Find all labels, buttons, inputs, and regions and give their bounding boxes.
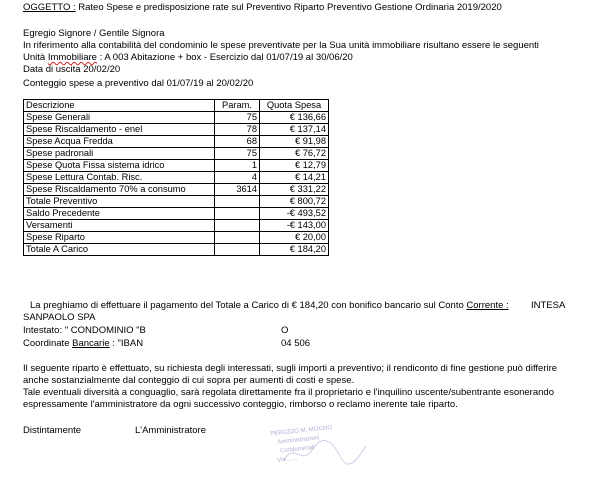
note-line-3: Tale eventuali diversità a conguaglio, sarà regolata direttamente fra il proprietario e l'inquilino uscente/subentrante esonerando [23, 387, 554, 398]
coord-rest: : "IBAN [109, 338, 144, 349]
cell-param [215, 196, 260, 208]
cell-param [215, 220, 260, 232]
subject-label: OGGETTO : [23, 2, 76, 13]
payment-account-label: Corrente : [466, 300, 509, 311]
cell-param [215, 208, 260, 220]
cell-quota: -€ 493,52 [260, 208, 329, 220]
cell-descrizione: Spese Riparto [24, 232, 215, 244]
cell-param: 75 [215, 112, 260, 124]
cell-param [215, 232, 260, 244]
greeting: Egregio Signore / Gentile Signora [23, 28, 165, 39]
cell-descrizione: Spese Riscaldamento 70% a consumo [24, 184, 215, 196]
cell-descrizione: Spese Acqua Fredda [24, 136, 215, 148]
cell-quota: € 20,00 [260, 232, 329, 244]
table-header-row [24, 100, 329, 112]
cell-param: 68 [215, 136, 260, 148]
header-descrizione: Descrizione [24, 100, 215, 112]
stamp-line-3: Condominiali [279, 444, 316, 455]
cell-param: 75 [215, 148, 260, 160]
note-line-4: espressamente l'amministratore da ogni successivo conteggio, rimborso o reclamo inerente tale riparto. [23, 399, 458, 410]
cell-quota: € 76,72 [260, 148, 329, 160]
cell-descrizione: Spese Quota Fissa sistema idrico [24, 160, 215, 172]
cell-descrizione: Spese Generali [24, 112, 215, 124]
table-row [24, 172, 329, 184]
payment-line [30, 300, 509, 312]
table-row [24, 136, 329, 148]
cell-descrizione: Spese padronali [24, 148, 215, 160]
coordinate-end: 04 506 [281, 338, 311, 349]
signer: L'Amministratore [135, 425, 206, 436]
closing: Distintamente [23, 425, 82, 436]
table-row [24, 220, 329, 232]
unit-rest: : A 003 Abitazione + box - Esercizio dal 01/07/19 al 30/06/20 [96, 52, 353, 63]
intestato-line: Intestato: " CONDOMINIO "B [23, 325, 146, 336]
intestato-end: O [281, 325, 289, 336]
header-quota: Quota Spesa [260, 100, 329, 112]
table-row [24, 184, 329, 196]
cell-descrizione: Spese Riscaldamento - enel [24, 124, 215, 136]
cell-descrizione: Versamenti [24, 220, 215, 232]
intro-text: In riferimento alla contabilità del condominio le spese preventivate per la Sua unità immobiliare risultano essere le seguenti [23, 40, 539, 51]
cell-quota: € 14,21 [260, 172, 329, 184]
payment-bank-line2: SANPAOLO SPA [23, 312, 96, 323]
cell-quota: € 136,66 [260, 112, 329, 124]
cell-quota: € 800,72 [260, 196, 329, 208]
cell-param: 78 [215, 124, 260, 136]
stamp-line-2: Amministrazioni [277, 435, 320, 446]
table-row [24, 124, 329, 136]
table-row [24, 208, 329, 220]
cell-descrizione: Totale A Carico [24, 244, 215, 256]
table-row [24, 232, 329, 244]
coord-prefix: Coordinate [23, 338, 73, 349]
cell-descrizione: Totale Preventivo [24, 196, 215, 208]
table-row [24, 112, 329, 124]
exit-date: Data di uscita 20/02/20 [23, 64, 121, 75]
cell-param: 4 [215, 172, 260, 184]
conteggio-line: Conteggio spese a preventivo dal 01/07/19 al 20/02/20 [23, 78, 254, 89]
payment-text: La preghiamo di effettuare il pagamento del Totale a Carico di € 184,20 con bonifico bancario sul Conto [30, 300, 467, 311]
cell-quota: € 331,22 [260, 184, 329, 196]
note-line-2: anche sostanzialmente dal conteggio di cui sopra per aumenti di costi e spese. [23, 375, 355, 386]
stamp-line-1: PERUZZO M. MOGNO [270, 424, 333, 438]
subject-text: Rateo Spese e predisposizione rate sul Preventivo Riparto Preventivo Gestione Ordinaria 2019/2020 [75, 2, 502, 13]
cell-quota: € 91,98 [260, 136, 329, 148]
table-row [24, 244, 329, 256]
cell-param: 1 [215, 160, 260, 172]
header-param: Param. [215, 100, 260, 112]
cell-quota: € 184,20 [260, 244, 329, 256]
cell-param: 3614 [215, 184, 260, 196]
unit-line [23, 52, 353, 64]
table-row [24, 160, 329, 172]
note-line-1: Il seguente riparto è effettuato, su richiesta degli interessati, sugli importi a preventivo; il rendiconto di fine gestione può differire [23, 363, 558, 374]
table-row [24, 148, 329, 160]
unit-prefix: Unità [23, 52, 48, 63]
expense-table [23, 99, 329, 256]
coordinate-line [23, 338, 143, 350]
unit-word: Immobiliare [47, 52, 97, 63]
payment-bank-end: INTESA [531, 300, 566, 311]
cell-param [215, 244, 260, 256]
coord-word: Bancarie [72, 338, 110, 349]
signature-scribble [280, 432, 370, 472]
stamp-line-4: Via ...... [276, 455, 298, 464]
cell-quota: € 137,14 [260, 124, 329, 136]
cell-quota: € 12,79 [260, 160, 329, 172]
cell-descrizione: Spese Lettura Contab. Risc. [24, 172, 215, 184]
table-row [24, 196, 329, 208]
cell-descrizione: Saldo Precedente [24, 208, 215, 220]
cell-quota: -€ 143,00 [260, 220, 329, 232]
subject-line [23, 2, 502, 14]
